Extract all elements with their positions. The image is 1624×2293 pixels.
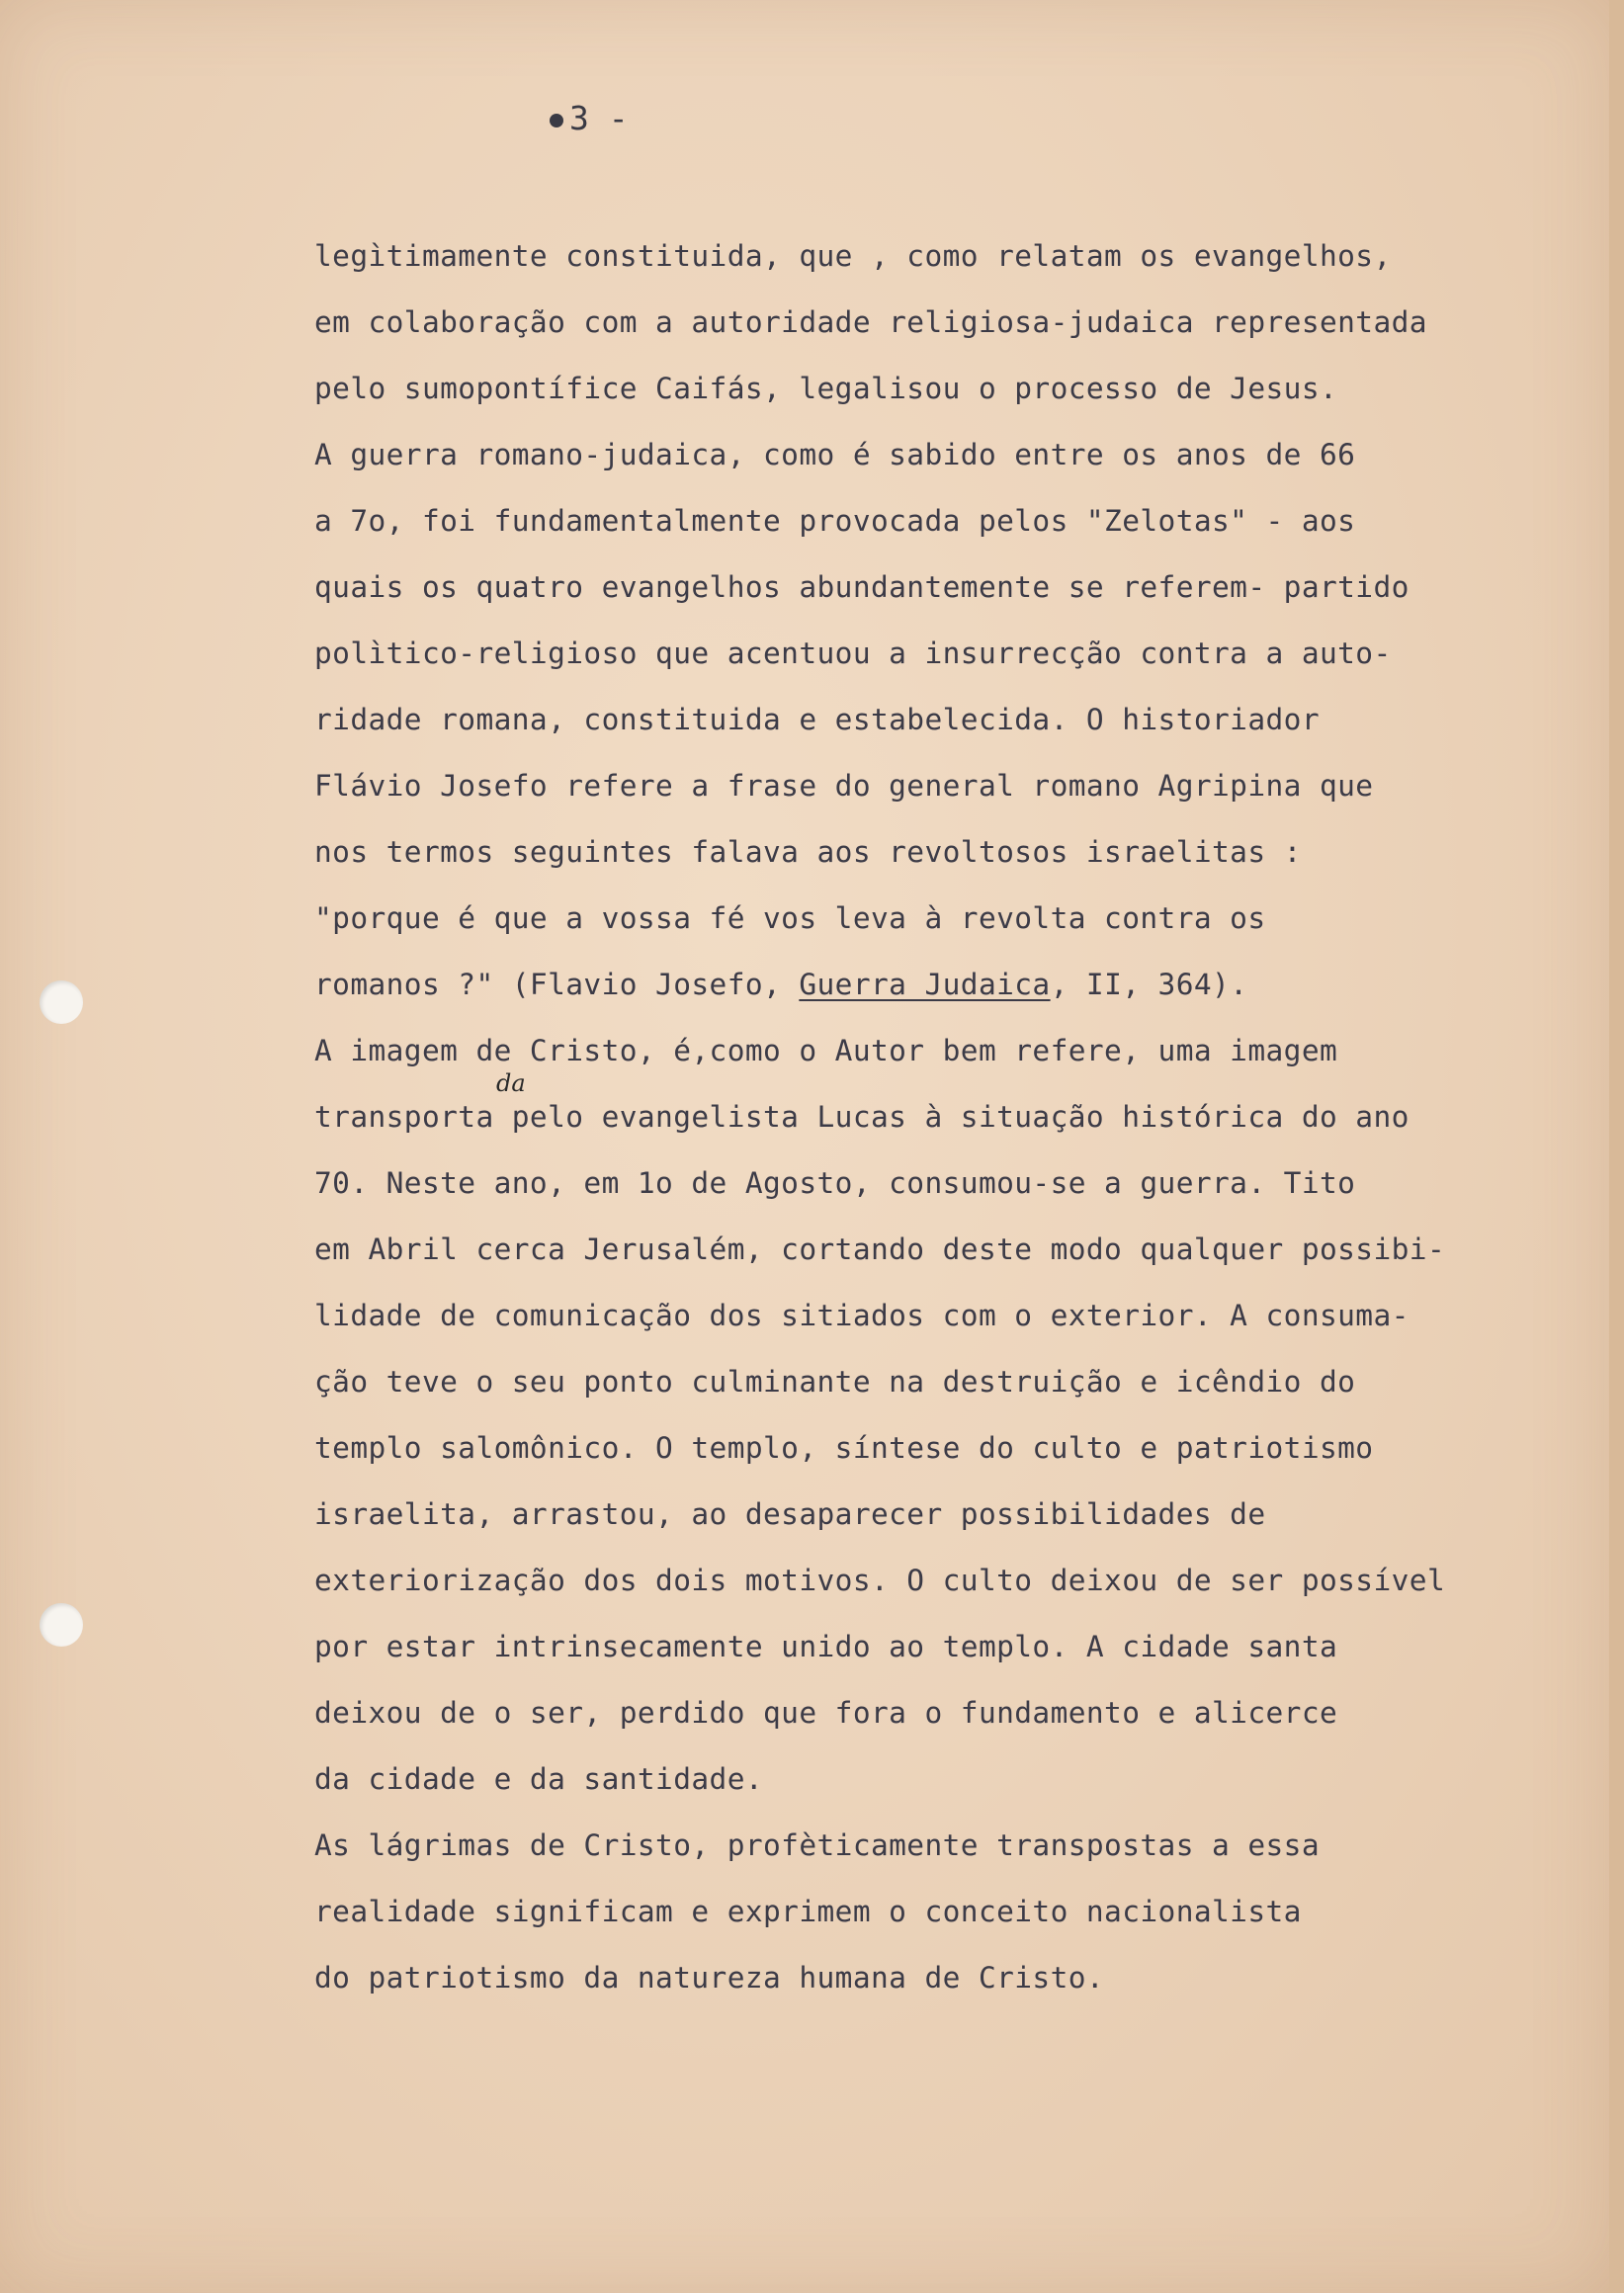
bullet-icon [550, 114, 563, 127]
text-line: legìtimamente constituida, que , como relatam os evangelhos, [314, 239, 1392, 273]
text-line: deixou de o ser, perdido que fora o fundamento e alicerce [314, 1696, 1338, 1730]
text-line: quais os quatro evangelhos abundantemente se referem- partido [314, 570, 1410, 604]
text-line: A guerra romano-judaica, como é sabido entre os anos de 66 [314, 438, 1356, 471]
handwritten-correction: da [496, 1069, 526, 1097]
citation-prefix: romanos ?" (Flavio Josefo, [314, 968, 800, 1001]
text-line: lidade de comunicação dos sitiados com o exterior. A consuma- [314, 1299, 1410, 1332]
text-line: exteriorização dos dois motivos. O culto deixou de ser possível [314, 1564, 1446, 1597]
page-number [550, 99, 629, 137]
text-line: A imagem de Cristo, é,como o Autor bem refere, uma imagem [314, 1034, 1338, 1067]
text-line: transporta pelo evangelista Lucas à situação histórica do ano [314, 1100, 1410, 1134]
text-line: 70. Neste ano, em 1o de Agosto, consumou-se a guerra. Tito [314, 1166, 1356, 1200]
text-line: Flávio Josefo refere a frase do general romano Agripina que [314, 769, 1374, 803]
text-line: israelita, arrastou, ao desaparecer possibilidades de [314, 1497, 1266, 1531]
punch-hole-bottom [40, 1603, 83, 1647]
text-line-citation [314, 952, 1589, 1018]
text-line: nos termos seguintes falava aos revoltosos israelitas : [314, 835, 1302, 869]
text-line: templo salomônico. O templo, síntese do culto e patriotismo [314, 1431, 1374, 1465]
text-line: ridade romana, constituida e estabelecida. O historiador [314, 703, 1320, 736]
text-line: por estar intrinsecamente unido ao templo. A cidade santa [314, 1630, 1338, 1663]
text-line: da cidade e da santidade. [314, 1762, 764, 1796]
text-line: As lágrimas de Cristo, profèticamente transpostas a essa [314, 1828, 1320, 1862]
text-line: em Abril cerca Jerusalém, cortando deste modo qualquer possibi- [314, 1232, 1446, 1266]
page-number-text: 3 - [569, 99, 629, 137]
text-line: em colaboração com a autoridade religiosa-judaica representada [314, 305, 1427, 339]
citation-suffix: , II, 364). [1050, 968, 1248, 1001]
text-line: ção teve o seu ponto culminante na destruição e icêndio do [314, 1365, 1356, 1399]
background-edge [1609, 0, 1624, 2293]
text-line: "porque é que a vossa fé vos leva à revolta contra os [314, 901, 1266, 935]
punch-hole-top [40, 980, 83, 1024]
body-text [314, 223, 1589, 2011]
text-line: pelo sumopontífice Caifás, legalisou o processo de Jesus. [314, 372, 1338, 405]
book-title: Guerra Judaica [799, 968, 1051, 1001]
text-line: realidade significam e exprimem o conceito nacionalista [314, 1895, 1302, 1928]
text-line: do patriotismo da natureza humana de Cristo. [314, 1961, 1105, 1995]
text-line: a 7o, foi fundamentalmente provocada pelos "Zelotas" - aos [314, 504, 1356, 538]
text-line: polìtico-religioso que acentuou a insurrecção contra a auto- [314, 637, 1392, 670]
